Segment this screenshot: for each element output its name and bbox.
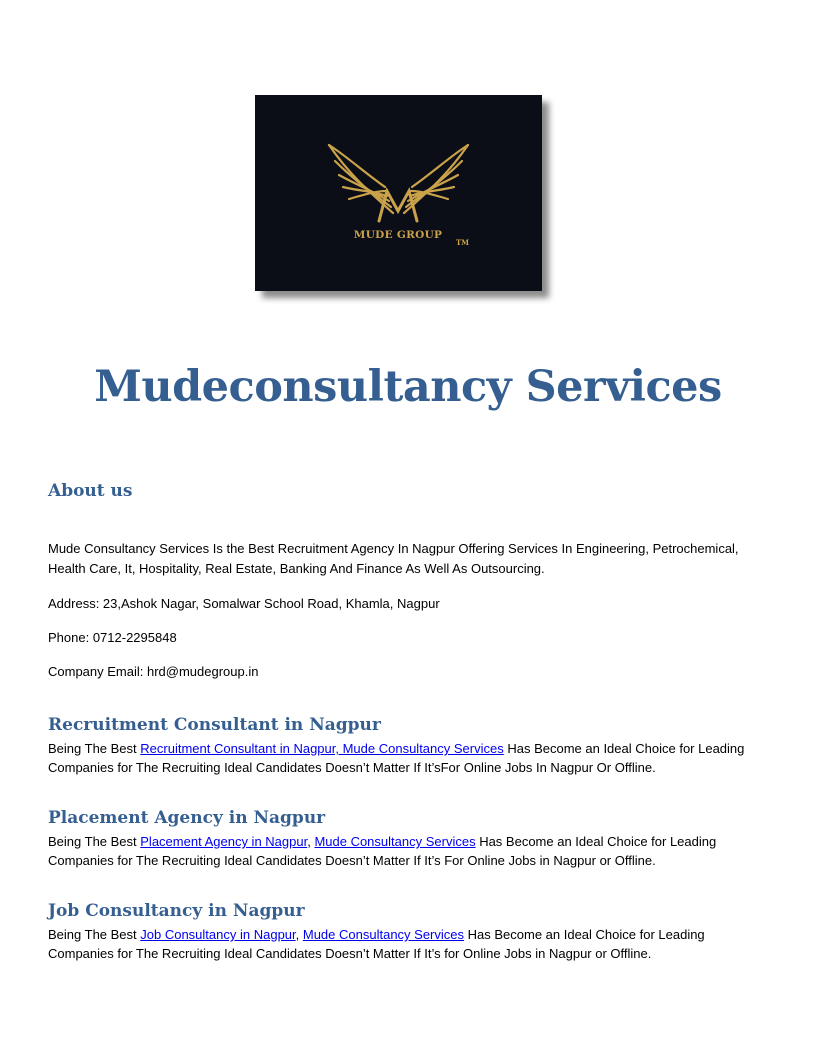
placement-agency-link[interactable]: Placement Agency in Nagpur bbox=[140, 834, 308, 849]
recruitment-consultant-link[interactable]: Recruitment Consultant in Nagpur, Mude Consultancy Services bbox=[140, 741, 504, 756]
body-prefix: Being The Best bbox=[48, 741, 141, 756]
about-description: Mude Consultancy Services Is the Best Recruitment Agency In Nagpur Offering Services In Engineering, Petrochemical, Health Care, It, Hospitality, Real Estate, Banking And Finance As Well As Outsourcing. bbox=[48, 541, 739, 576]
section-heading: Job Consultancy in Nagpur bbox=[48, 901, 305, 921]
mude-consultancy-link[interactable]: Mude Consultancy Services bbox=[302, 927, 465, 942]
section-heading: Recruitment Consultant in Nagpur bbox=[48, 715, 381, 735]
page-title: Mudeconsultancy Services bbox=[94, 362, 722, 412]
section-body bbox=[48, 926, 768, 963]
section-body bbox=[48, 740, 768, 777]
link-separator: , bbox=[295, 927, 303, 942]
about-heading: About us bbox=[48, 481, 133, 501]
body-suffix: Has Become an Ideal Choice for Leading Companies for The Recruiting Ideal Candidates Doesn’t Matter If It’s For Online Jobs in Nagpur or Offline. bbox=[48, 834, 717, 868]
address-text: Address: 23,Ashok Nagar, Somalwar School Road, Khamla, Nagpur bbox=[48, 596, 440, 611]
winged-m-logo-icon bbox=[255, 95, 542, 291]
job-consultancy-link[interactable]: Job Consultancy in Nagpur bbox=[140, 927, 296, 942]
section-heading: Placement Agency in Nagpur bbox=[48, 808, 326, 828]
body-suffix: Has Become an Ideal Choice for Leading Companies for The Recruiting Ideal Candidates Doesn’t Matter If It’sFor Online Jobs In Nagpur Or Offline. bbox=[48, 741, 745, 775]
logo-image bbox=[255, 95, 542, 291]
body-prefix: Being The Best bbox=[48, 834, 141, 849]
logo-brand-name: MUDE GROUP bbox=[353, 229, 443, 241]
email-text: Company Email: hrd@mudegroup.in bbox=[48, 664, 259, 679]
body-prefix: Being The Best bbox=[48, 927, 141, 942]
phone-text: Phone: 0712-2295848 bbox=[48, 630, 177, 645]
section-body bbox=[48, 833, 768, 870]
body-suffix: Has Become an Ideal Choice for Leading Companies for The Recruiting Ideal Candidates Doesn’t Matter If It’s for Online Jobs in Nagpur or Offline. bbox=[48, 927, 705, 961]
mude-consultancy-link[interactable]: Mude Consultancy Services bbox=[314, 834, 476, 849]
link-separator: , bbox=[307, 834, 315, 849]
logo-trademark: TM bbox=[456, 238, 469, 247]
